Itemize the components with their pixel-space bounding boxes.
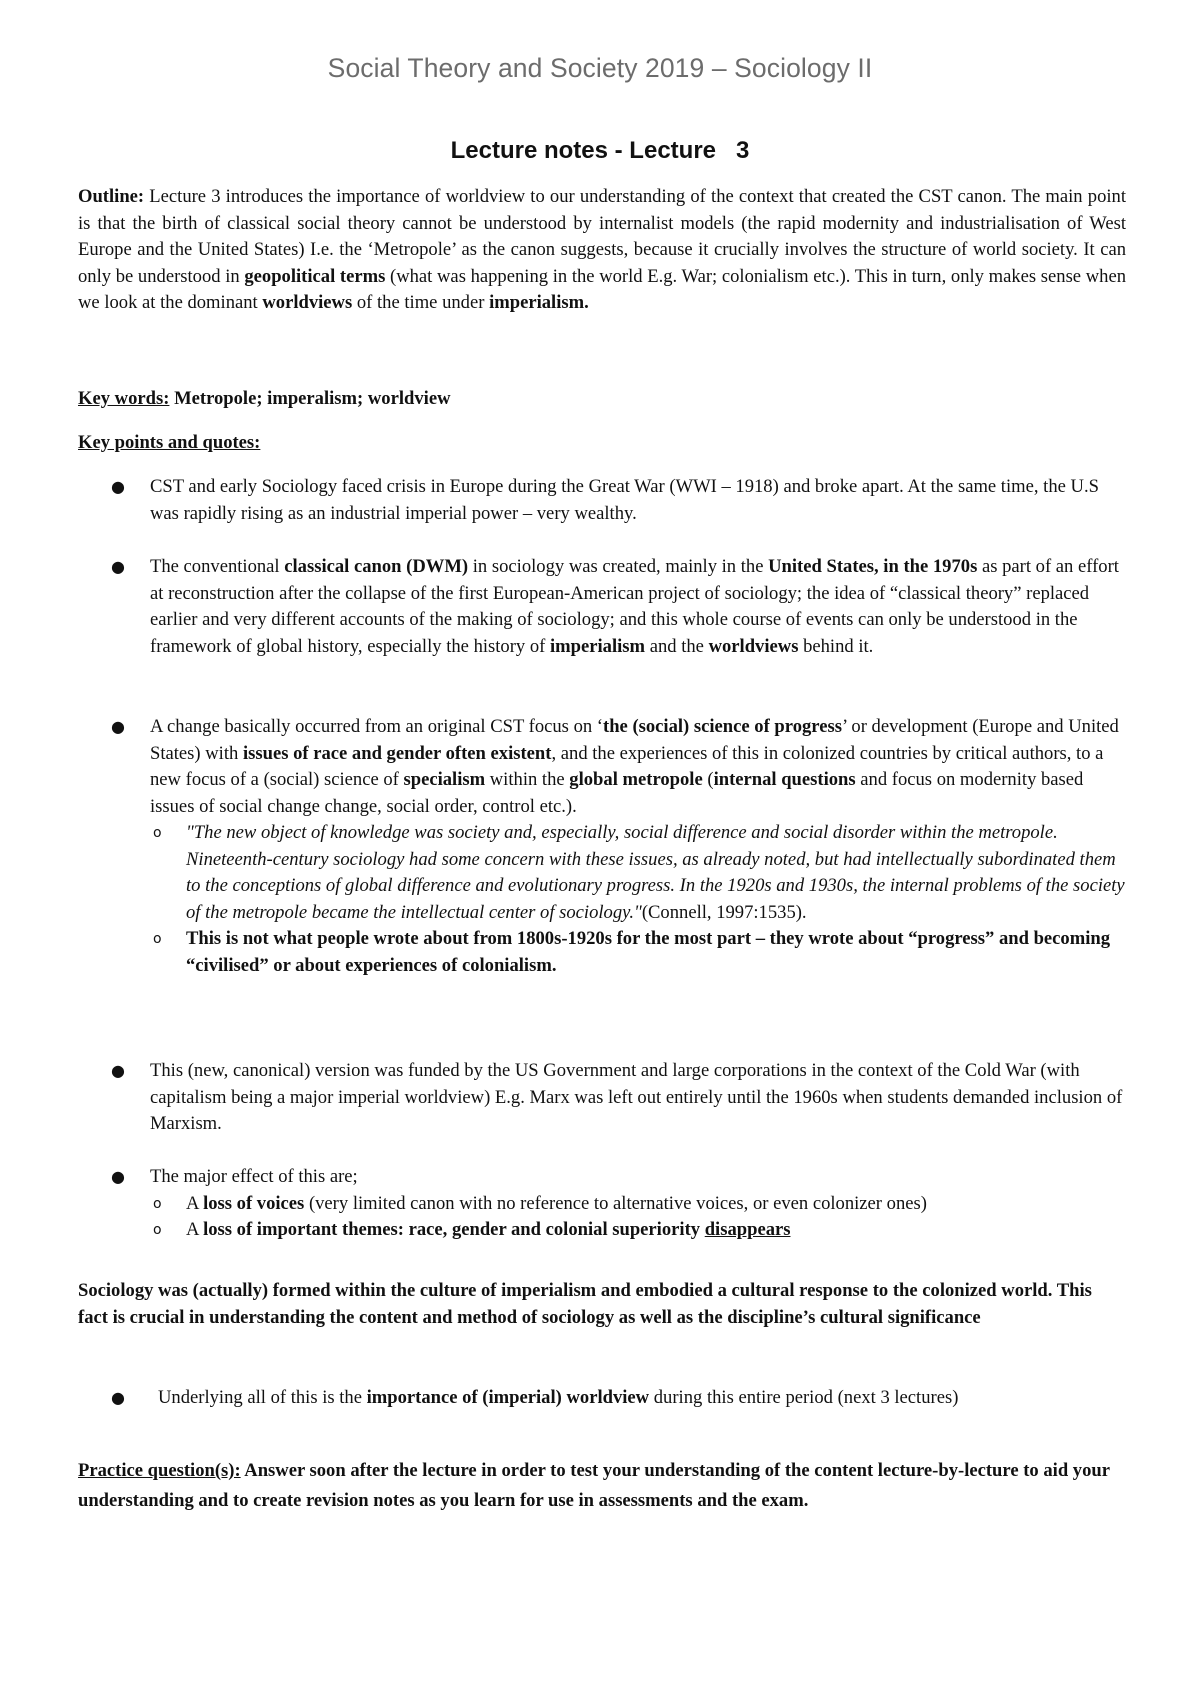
sub-loss-of-voices	[186, 1191, 1126, 1218]
sub-loss-of-themes	[186, 1217, 1126, 1244]
list-item	[78, 1058, 1126, 1138]
hollow-circle-icon: o	[153, 931, 162, 947]
quote-citation: (Connell, 1997:1535).	[641, 901, 807, 923]
lecture-number: 3	[736, 137, 750, 164]
sub1-t2: (very limited canon with no reference to alternative voices, or even colonizer ones)	[304, 1192, 927, 1214]
bullet-2-b2: United States, in the 1970s	[768, 556, 978, 577]
sub2-b1: loss of important themes: race, gender and colonial superiority	[203, 1219, 705, 1240]
sub2-t1: A	[186, 1219, 204, 1240]
bullet-3-t4: within the	[485, 769, 570, 790]
bullet-3-t3: , and the experiences of this in colonized countries by critical authors, to a new focus of a (social) science of	[150, 742, 1104, 790]
bullet-2-t1: The conventional	[150, 556, 285, 577]
bullet-3-t6: and focus on modernity based issues of social change change, social order, control etc.).	[150, 769, 1084, 817]
bullet-1-text: CST and early Sociology faced crisis in Europe during the Great War (WWI – 1918) and broke apart. At the same time, the U.S was rapidly rising as an industrial imperial power – very wealthy.	[150, 476, 1099, 524]
bullet-3-t2: ’ or development (Europe and United States) with	[150, 716, 1119, 764]
bullet-3-t1: A change basically occurred from an original CST focus on ‘	[150, 716, 604, 737]
outline-bold-worldviews: worldviews	[262, 292, 353, 313]
list-item	[78, 1164, 1126, 1244]
page-title	[0, 138, 1200, 165]
sub1-b1: loss of voices	[203, 1192, 305, 1214]
practice-question	[78, 1456, 1126, 1516]
bullet-3-b2: issues of race and gender often existent	[242, 742, 552, 764]
outline-label: Outline:	[78, 186, 145, 207]
bullet-3-b1: the (social) science of progress	[603, 716, 842, 737]
bullet-3-b3: specialism	[403, 769, 486, 790]
list-item	[78, 554, 1126, 660]
outline-paragraph	[78, 184, 1126, 317]
list-item	[78, 1385, 1126, 1412]
list-item	[78, 474, 1126, 527]
bullet-3-b4: global metropole	[569, 769, 703, 790]
bullet-dot-icon: ●	[111, 557, 125, 576]
sub-bold-text	[186, 926, 1126, 979]
bold-statement	[78, 1278, 1126, 1331]
bullet-5-text: The major effect of this are;	[150, 1166, 358, 1187]
bullet-3-text	[150, 714, 1126, 820]
hollow-circle-icon: o	[153, 825, 162, 841]
sub-list-item	[150, 1191, 1126, 1218]
bullet-2-b4: worldviews	[708, 635, 799, 657]
bullet-dot-icon: ●	[111, 1388, 125, 1407]
bullet-2-b1: classical canon (DWM)	[284, 556, 469, 577]
sub-list-item	[150, 820, 1126, 926]
outline-text-3: of the time under	[352, 292, 490, 313]
quote-text	[186, 820, 1126, 926]
outline-bold-geopolitical: geopolitical terms	[244, 265, 386, 287]
bullet-6-t1: Underlying all of this is the	[158, 1387, 367, 1408]
bullet-dot-icon: ●	[111, 717, 125, 736]
key-words	[78, 386, 1126, 413]
sub1-t1: A	[186, 1192, 204, 1214]
sub-bold-statement: This is not what people wrote about from 1800s-1920s for the most part – they wrote about “progress” and becoming “civilised” or about experiences of colonialism.	[186, 928, 1111, 976]
sub-list-item	[150, 1217, 1126, 1244]
bullet-2-t4: and the	[645, 635, 709, 657]
bullet-2-t2: in sociology was created, mainly in the	[468, 556, 769, 577]
hollow-circle-icon: o	[153, 1222, 162, 1238]
list-item	[78, 714, 1126, 979]
title-text: Lecture notes - Lecture	[450, 137, 717, 164]
statement-text: Sociology was (actually) formed within the culture of imperialism and embodied a cultural response to the colonized world. This fact is crucial in understanding the content and method of sociology as well as the discipline’s cultural significance	[78, 1280, 1092, 1328]
bullet-dot-icon: ●	[111, 477, 125, 496]
bullet-2-t3: as part of an effort at reconstruction after the collapse of the first European-American project of sociology; the idea of “classical theory” replaced earlier and very different accounts of the making of sociology; and this whole course of events can only be understood in the framework of global history, especially the history of	[150, 556, 1119, 657]
quote-italic: "The new object of knowledge was society and, especially, social difference and social disorder within the metropole. Nineteenth-century sociology had some concern with these issues, as already noted, but had intellectually subordinated them to the conceptions of global difference and evolutionary progress. In the 1920s and 1930s, the internal problems of the society of the metropole became the intellectual center of sociology."	[186, 822, 1125, 923]
bullet-3-t5: (	[702, 769, 714, 790]
bullet-2-b3: imperialism	[550, 635, 646, 657]
bullet-6-b1: importance of (imperial) worldview	[366, 1387, 650, 1408]
key-points-heading	[78, 430, 1126, 457]
bullet-6-text	[158, 1385, 1126, 1412]
outline-text-2: (what was happening in the world E.g. War; colonialism etc.). This in turn, only makes sense when we look at the dominant	[78, 265, 1126, 313]
key-points-label: Key points and quotes:	[78, 432, 261, 453]
practice-label: Practice question(s):	[78, 1460, 241, 1481]
bullet-2-text	[150, 554, 1126, 660]
outline-text-1: Lecture 3 introduces the importance of worldview to our understanding of the context that created the CST canon. The main point is that the birth of classical social theory cannot be understood by internalist models (the rapid modernity and industrialisation of West Europe and the United States) I.e. the ‘Metropole’ as the canon suggests, because it crucially involves the structure of world society. It can only be understood in	[78, 186, 1126, 287]
bullet-dot-icon: ●	[111, 1167, 125, 1186]
sub-list-item	[150, 926, 1126, 979]
page-header: Social Theory and Society 2019 – Sociology II	[327, 53, 873, 83]
practice-text: Answer soon after the lecture in order to test your understanding of the content lecture-by-lecture to aid your understanding and to create revision notes as you learn for use in assessments and the exam.	[78, 1460, 1110, 1511]
key-words-label: Key words:	[78, 388, 170, 409]
outline-bold-imperialism: imperialism.	[489, 292, 589, 313]
bullet-6-t2: during this entire period (next 3 lectures)	[649, 1387, 959, 1408]
hollow-circle-icon: o	[153, 1195, 162, 1212]
bullet-2-t5: behind it.	[798, 635, 874, 657]
bullet-dot-icon: ●	[111, 1061, 125, 1080]
bullet-3-b5: internal questions	[713, 769, 856, 790]
bullet-4-text: This (new, canonical) version was funded by the US Government and large corporations in the context of the Cold War (with capitalism being a major imperial worldview) E.g. Marx was left out entirely until the 1960s when students demanded inclusion of Marxism.	[150, 1060, 1123, 1134]
sub2-underlined: disappears	[704, 1219, 791, 1240]
key-words-list: Metropole; imperalism; worldview	[169, 388, 451, 409]
